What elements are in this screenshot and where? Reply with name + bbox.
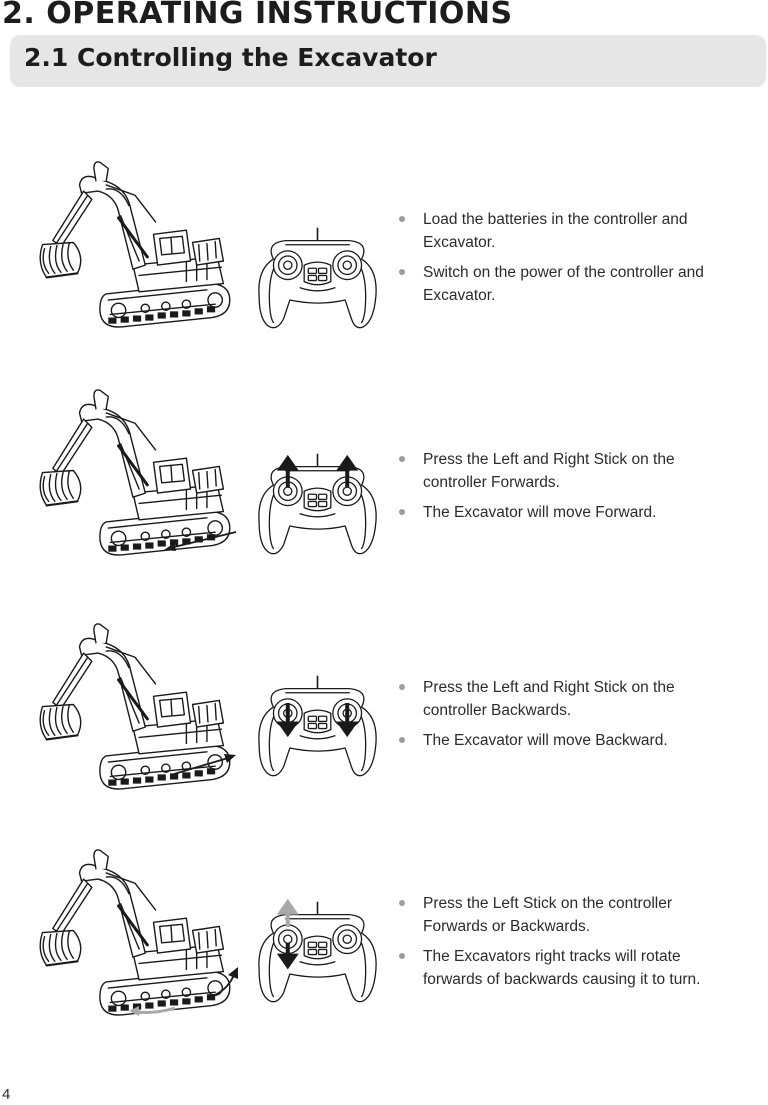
step-3-instructions: [398, 676, 738, 759]
arrow-forward-icon: [160, 528, 240, 554]
arrow-turn-gray-icon: [125, 1000, 181, 1020]
list-item: The Excavator will move Forward.: [398, 501, 738, 524]
bullet-dot: [399, 456, 405, 462]
bullet-dot: [399, 684, 405, 690]
arrow-backward-icon: [170, 752, 240, 778]
step-2-instructions: [398, 448, 738, 531]
bullet-dot: [399, 269, 405, 275]
remote-controller-icon: [255, 894, 380, 1009]
list-item: Press the Left and Right Stick on the controller Backwards.: [398, 676, 738, 722]
remote-controller-icon: [255, 220, 380, 335]
page-title: 2. OPERATING INSTRUCTIONS: [2, 0, 513, 31]
arrow-turn-icon: [200, 963, 250, 1003]
remote-controller-icon: [255, 668, 380, 783]
step-4-instructions: [398, 892, 738, 998]
section-header: [10, 35, 766, 87]
excavator-icon: [30, 150, 240, 335]
remote-controller-icon: [255, 446, 380, 561]
bullet-dot: [399, 509, 405, 515]
list-item: Press the Left Stick on the controller Forwards or Backwards.: [398, 892, 738, 938]
list-item: The Excavator will move Backward.: [398, 729, 738, 752]
list-item: The Excavators right tracks will rotate forwards of backwards causing it to turn.: [398, 945, 738, 991]
page-number: 4: [2, 1086, 11, 1103]
bullet-dot: [399, 737, 405, 743]
section-title: 2.1 Controlling the Excavator: [24, 43, 437, 72]
list-item: Load the batteries in the controller and Excavator.: [398, 208, 738, 254]
bullet-dot: [399, 900, 405, 906]
list-item: Switch on the power of the controller and Excavator.: [398, 261, 738, 307]
step-1-instructions: [398, 208, 738, 314]
bullet-dot: [399, 953, 405, 959]
list-item: Press the Left and Right Stick on the controller Forwards.: [398, 448, 738, 494]
bullet-dot: [399, 216, 405, 222]
